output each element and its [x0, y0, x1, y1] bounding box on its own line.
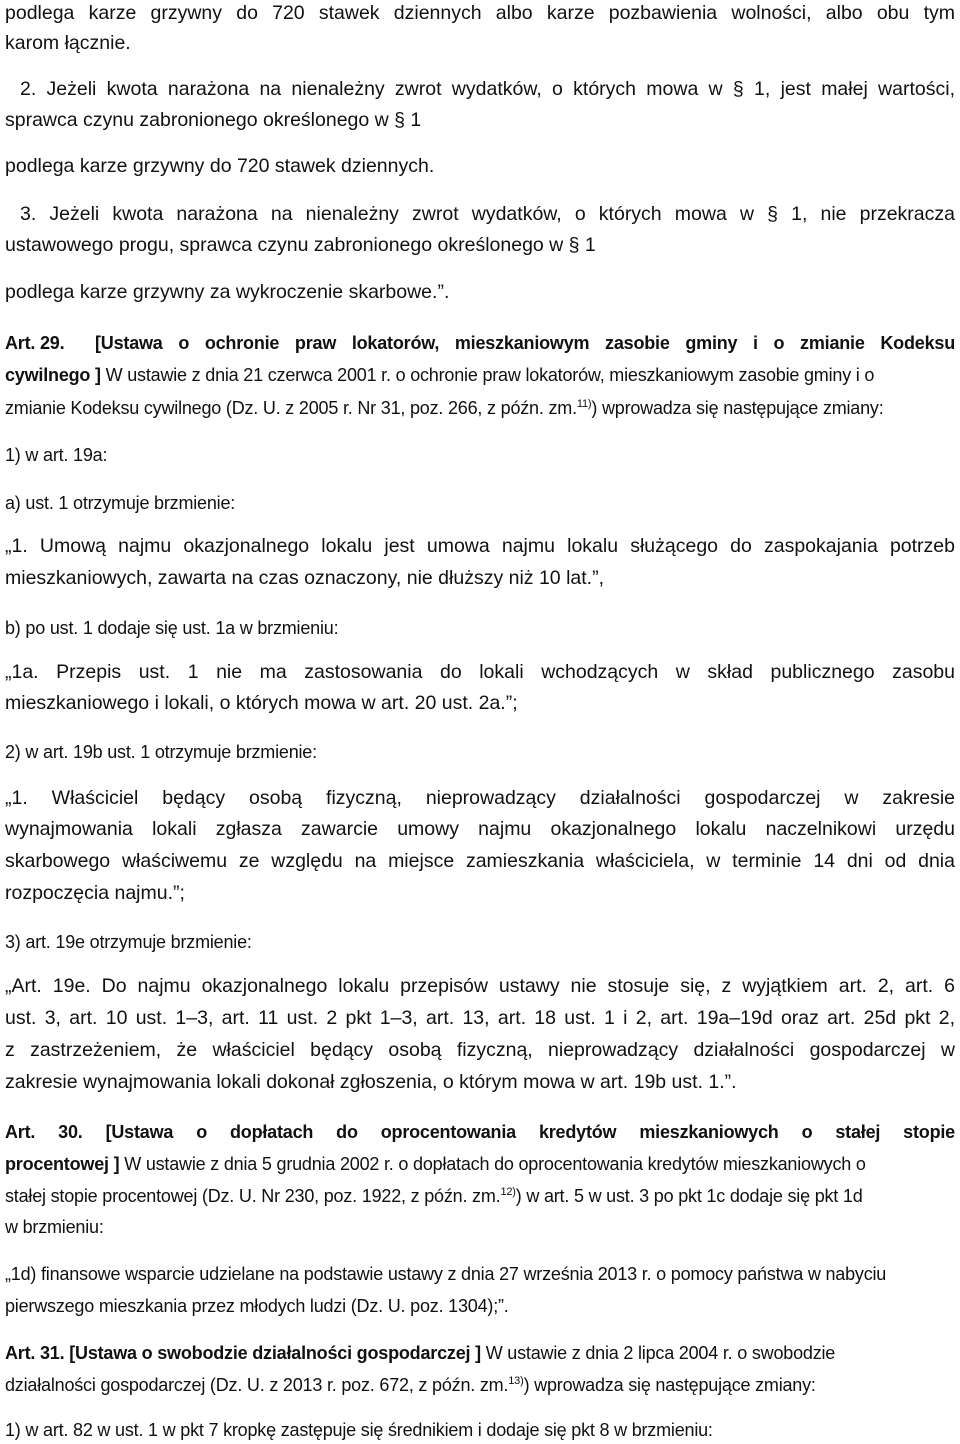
citation-text: ) wprowadza się następujące zmiany:: [523, 1375, 816, 1395]
citation-text: ) w art. 5 w ust. 3 po pkt 1c dodaje się pkt 1d: [515, 1186, 863, 1206]
article-29-citation: [5, 395, 955, 421]
quoted-text-line: zakresie wynajmowania lokali dokonał zgłoszenia, o którym mowa w art. 19b ust. 1.”.: [5, 1071, 737, 1093]
text-line: podlega karze grzywny do 720 stawek dziennych albo karze pozbawienia wolności, albo obu tym: [5, 2, 955, 24]
footnote-ref: 13): [508, 1375, 524, 1387]
quoted-text-line: pierwszego mieszkania przez młodych ludzi (Dz. U. poz. 1304);”.: [5, 1296, 509, 1316]
quoted-text-line: „1. Umową najmu okazjonalnego lokalu jest umowa najmu lokalu służącego do zaspokajania potrzeb: [5, 535, 955, 557]
quoted-text-line: z zastrzeżeniem, że właściciel będący osobą fizyczną, nieprowadzący działalności gospodarczej w: [5, 1039, 955, 1061]
article-30-citation: [5, 1183, 955, 1209]
text-line: karom łącznie.: [5, 32, 131, 54]
citation-text: ) wprowadza się następujące zmiany:: [591, 398, 884, 418]
article-29-title: [Ustawa o ochronie praw lokatorów, mieszkaniowym zasobie gminy i o zmianie Kodeksu: [95, 333, 955, 353]
article-29-intro: [5, 362, 955, 388]
article-30-intro-text: W ustawie z dnia 5 grudnia 2002 r. o dopłatach do oprocentowania kredytów mieszkaniowych o: [124, 1154, 866, 1174]
article-29-heading: Art. 29.: [5, 333, 65, 353]
point-a: a) ust. 1 otrzymuje brzmienie:: [5, 493, 236, 513]
quoted-text-line: mieszkaniowych, zawarta na czas oznaczony, nie dłuższy niż 10 lat.”,: [5, 567, 604, 589]
quoted-text-line: mieszkaniowego i lokali, o których mowa w art. 20 ust. 2a.”;: [5, 692, 518, 714]
footnote-ref: 11): [576, 398, 592, 410]
article-30-heading: Art. 30. [Ustawa o dopłatach do oprocentowania kredytów mieszkaniowych o stałej stopie: [5, 1122, 955, 1142]
point-2: 2) w art. 19b ust. 1 otrzymuje brzmienie:: [5, 742, 317, 762]
text-line: podlega karze grzywny do 720 stawek dziennych.: [5, 155, 435, 177]
quoted-text-line: „1d) finansowe wsparcie udzielane na podstawie ustawy z dnia 27 września 2013 r. o pomocy państwa w nabyciu: [5, 1264, 887, 1284]
text-line: podlega karze grzywny za wykroczenie skarbowe.”.: [5, 281, 450, 303]
quoted-text-line: „Art. 19e. Do najmu okazjonalnego lokalu przepisów ustawy nie stosuje się, z wyjątkiem art. 2, art. 6: [5, 975, 955, 997]
text-line: sprawca czynu zabronionego określonego w § 1: [5, 109, 422, 131]
text-line: ustawowego progu, sprawca czynu zabronionego określonego w § 1: [5, 234, 596, 256]
citation-text: zmianie Kodeksu cywilnego (Dz. U. z 2005 r. Nr 31, poz. 266, z późn. zm.: [5, 398, 577, 418]
article-31-citation: [5, 1372, 955, 1398]
point-1: 1) w art. 82 w ust. 1 w pkt 7 kropkę zastępuje się średnikiem i dodaje się pkt 8 w brzmieniu:: [5, 1420, 713, 1440]
paragraph-2-line: 2. Jeżeli kwota narażona na nienależny zwrot wydatków, o których mowa w § 1, jest małej wartości,: [20, 78, 955, 100]
quoted-text-line: ust. 3, art. 10 ust. 1–3, art. 11 ust. 2 pkt 1–3, art. 13, art. 18 ust. 1 i 2, art. 19a–19d oraz art. 25d pkt 2,: [5, 1007, 955, 1029]
quoted-text-line: wynajmowania lokali zgłasza zawarcie umowy najmu okazjonalnego lokalu naczelnikowi urzędu: [5, 818, 955, 840]
article-31-intro-text: W ustawie z dnia 2 lipca 2004 r. o swobodzie: [485, 1343, 836, 1363]
article-31-title: Art. 31. [Ustawa o swobodzie działalności gospodarczej ]: [5, 1343, 481, 1363]
text-line: w brzmieniu:: [5, 1217, 104, 1237]
article-29-title-end: cywilnego ]: [5, 365, 101, 385]
citation-text: działalności gospodarczej (Dz. U. z 2013 r. poz. 672, z późn. zm.: [5, 1375, 509, 1395]
citation-text: stałej stopie procentowej (Dz. U. Nr 230, poz. 1922, z późn. zm.: [5, 1186, 501, 1206]
quoted-text-line: rozpoczęcia najmu.”;: [5, 882, 185, 904]
quoted-text-line: „1. Właściciel będący osobą fizyczną, nieprowadzący działalności gospodarczej w zakresie: [5, 787, 955, 809]
paragraph-3-line: 3. Jeżeli kwota narażona na nienależny zwrot wydatków, o których mowa w § 1, nie przekracza: [20, 203, 955, 225]
point-3: 3) art. 19e otrzymuje brzmienie:: [5, 932, 252, 952]
article-29-intro-text: W ustawie z dnia 21 czerwca 2001 r. o ochronie praw lokatorów, mieszkaniowym zasobie gminy i o: [105, 365, 875, 385]
point-1: 1) w art. 19a:: [5, 445, 108, 465]
article-30-intro: [5, 1151, 955, 1177]
footnote-ref: 12): [500, 1186, 516, 1198]
quoted-text-line: skarbowego właściwemu ze względu na miejsce zamieszkania właściciela, w terminie 14 dni od dnia: [5, 850, 955, 872]
quoted-text-line: „1a. Przepis ust. 1 nie ma zastosowania do lokali wchodzących w skład publicznego zasobu: [5, 661, 955, 683]
point-b: b) po ust. 1 dodaje się ust. 1a w brzmieniu:: [5, 618, 339, 638]
article-30-title-end: procentowej ]: [5, 1154, 120, 1174]
article-31-heading: [5, 1340, 955, 1366]
